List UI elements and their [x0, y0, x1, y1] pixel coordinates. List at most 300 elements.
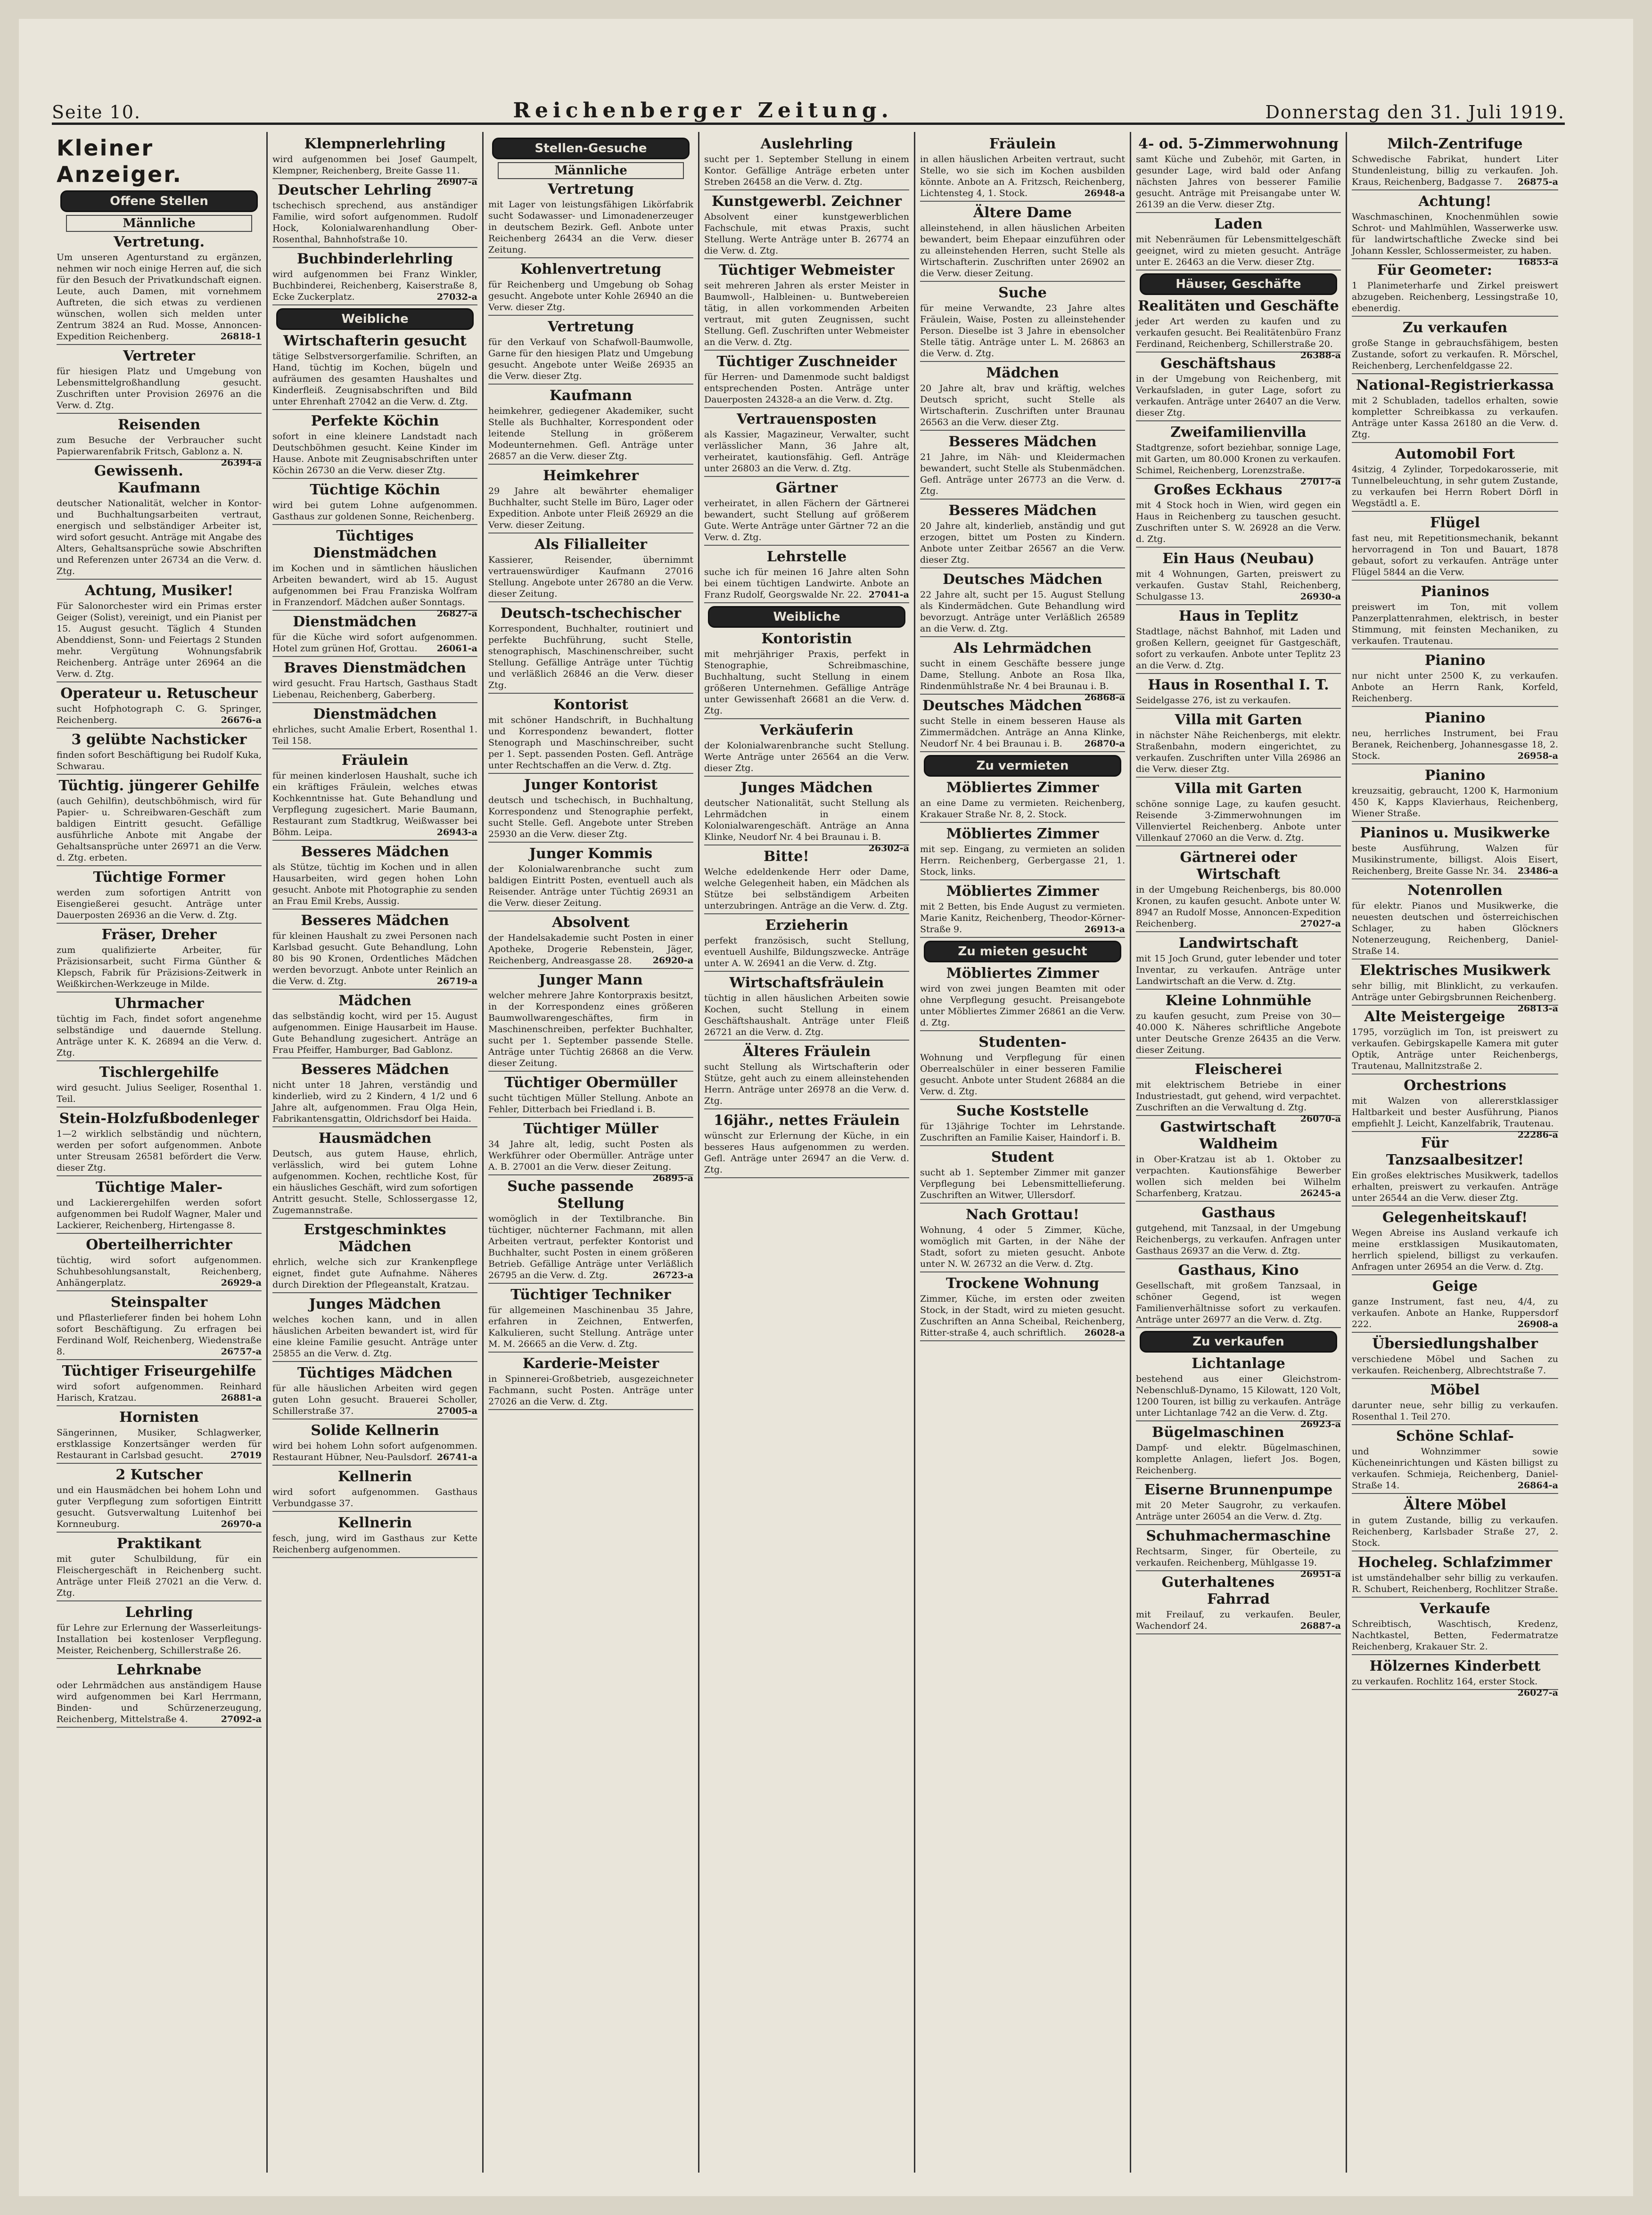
classified-ad	[704, 722, 909, 777]
ad-body	[704, 498, 909, 543]
ad-body	[920, 1167, 1125, 1201]
classified-ad	[704, 848, 909, 914]
ad-body	[1352, 728, 1558, 762]
ad-body	[1136, 884, 1341, 929]
classified-ad	[1136, 677, 1341, 709]
ad-text: tätige Selbstversorgerfamilie. Schriften, an Hand, tüchtig im Kochen, bügeln und aufräumen des gesamten Haushaltes und Kinderfleiß. Zeugnisabschriften und Bild unter Ehrenhaft 27042 an die Verw. d. Ztg.	[272, 351, 477, 407]
ad-text: tschechisch sprechend, aus anständiger Familie, wird sofort aufgenommen. Rudolf Hock, Kolonialwarenhandlung Ober-Rosenthal, Bahnhofstraße 10.	[272, 200, 477, 245]
ad-text: womöglich in der Textilbranche. Bin tüchtiger, nüchterner Fachmann, mit allen Arbeiten vertraut, perfekter Kontorist und Buchhalter, sucht Posten in einem größeren Betrieb. Gefällige Anträge unter Verläßlich 26795 an die Verw. d. Ztg.	[488, 1214, 693, 1280]
ad-body	[920, 1293, 1125, 1338]
ad-text: Korrespondent, Buchhalter, routiniert und perfekte Buchführung, sucht Stelle, stenographisch, Maschinenschreiber, sucht Stellung. Gefällige Anträge unter Tüchtig und verläßlich 26846 an die Verw. dieser Ztg.	[488, 623, 693, 690]
ad-text: fesch, jung, wird im Gasthaus zur Kette Reichenberg aufgenommen.	[272, 1533, 477, 1555]
ad-body	[272, 1314, 477, 1359]
classified-ad	[488, 777, 693, 843]
category-heading: Stellen-Gesuche	[492, 138, 690, 159]
ad-body	[1136, 730, 1341, 775]
ad-headline: Übersiedlungshalber	[1372, 1336, 1538, 1352]
ad-body	[1136, 953, 1341, 987]
ad-headline: Automobil Fort	[1395, 446, 1515, 462]
ad-reference-number: 26070-a	[1300, 1114, 1341, 1124]
ad-text: für allgemeinen Maschinenbau 35 Jahre, erfahren in Zeichnen, Entwerfen, Kalkulieren, sucht Stellung. Anträge unter M. M. 26665 an die Verw. d. Ztg.	[488, 1305, 693, 1349]
ad-text: und ein Hausmädchen bei hohem Lohn und guter Verpflegung zum sofortigen Eintritt gesucht. Gutsverwaltung Luitenhof bei Kornneuburg.	[57, 1485, 262, 1529]
ad-headline: Tüchtige Köchin	[310, 482, 440, 498]
ad-reference-number: 26868-a	[1084, 692, 1125, 703]
ad-text: ehrliches, sucht Amalie Erbert, Rosenthal 1. Teil 158.	[272, 724, 477, 746]
classified-ad	[272, 1296, 477, 1362]
ad-text: ganze Instrument, fast neu, 4/4, zu verkaufen. Anbote an Hanke, Ruppersdorf 222.	[1352, 1296, 1558, 1329]
classified-ad	[1136, 1061, 1341, 1124]
ad-text: nur nicht unter 2500 K, zu verkaufen. Anbote an Herrn Rank, Korfeld, Reichenberg.	[1352, 671, 1558, 704]
ad-body	[1136, 500, 1341, 545]
classified-ad	[57, 463, 262, 580]
classified-ad	[920, 697, 1125, 752]
classified-ad	[1352, 262, 1558, 317]
ad-body	[1136, 234, 1341, 268]
ad-headline: Vertrauensposten	[737, 411, 877, 427]
ad-headline: Dienstmädchen	[313, 706, 437, 722]
ad-text: fast neu, mit Repetitionsmechanik, bekannt hervorragend in Ton und Bauart, 1878 gebaut, sofort zu verkaufen. Anträge unter Flügel 5844 an die Verw.	[1352, 533, 1558, 577]
ad-text: wird bei hohem Lohn sofort aufgenommen. Restaurant Hübner, Neu-Paulsdorf.	[272, 1441, 477, 1462]
classified-ad	[1352, 1554, 1558, 1598]
ad-body	[488, 863, 693, 909]
ad-body	[920, 222, 1125, 279]
ad-reference-number: 26028-a	[1084, 1328, 1125, 1338]
ad-headline: Ältere Dame	[973, 205, 1072, 221]
ad-text: an eine Dame zu vermieten. Reichenberg, Krakauer Straße Nr. 8, 2. Stock.	[920, 798, 1125, 820]
newspaper-page	[19, 19, 1633, 2196]
ad-text: deutsch und tschechisch, in Buchhaltung, Korrespondenz und Stenographie perfekt, sucht Stelle. Gefl. Angebote unter Streben 25930 an die Verw. dieser Ztg.	[488, 795, 693, 839]
classified-ad	[1352, 1336, 1558, 1379]
ad-body	[1352, 785, 1558, 819]
classified-ad	[488, 319, 693, 385]
ad-text: beste Ausführung, Walzen für Musikinstrumente, billigst. Alois Eisert, Reichenberg, Breite Gasse Nr. 34.	[1352, 843, 1558, 876]
category-heading: Weibliche	[708, 606, 905, 628]
ad-body	[920, 154, 1125, 199]
classified-ad	[272, 1468, 477, 1512]
ad-text: große Stange in gebrauchsfähigem, besten Zustande, sofort zu verkaufen. R. Mörschel, Reichenberg, Lerchenfeldgasse 22.	[1352, 338, 1558, 371]
ad-body	[920, 1052, 1125, 1097]
classified-ad	[488, 1178, 693, 1284]
ad-text: 20 Jahre alt, kinderlieb, anständig und gut erzogen, bittet um Posten zu Kindern. Anbote unter Zeitbar 26567 an die Verw. dieser Ztg.	[920, 521, 1125, 565]
ad-body	[488, 990, 693, 1069]
column-3	[484, 132, 699, 2173]
ad-text: Welche edeldenkende Herr oder Dame, welche Gelegenheit haben, ein Mädchen als Stütze bei selbständigem Arbeiten unterzubringen. Anträge an die Verw. d. Ztg.	[704, 867, 909, 911]
ad-body	[488, 1139, 693, 1183]
ad-headline: Bitte!	[763, 848, 809, 865]
classified-ad	[57, 582, 262, 682]
ad-headline: Erzieherin	[765, 917, 848, 934]
classified-ad	[488, 697, 693, 774]
classified-ad	[272, 1222, 477, 1293]
ad-body	[488, 405, 693, 462]
ad-body	[1136, 568, 1341, 602]
classified-ad	[1352, 1428, 1558, 1494]
ad-text: Schreibtisch, Waschtisch, Kredenz, Nachtkastel, Betten, Federmatratze Reichenberg, Krakauer Str. 2.	[1352, 1619, 1558, 1652]
ad-headline: 2 Kutscher	[115, 1467, 203, 1483]
ad-body	[704, 866, 909, 911]
ad-body	[1352, 464, 1558, 509]
ad-text: sucht Stelle in einem besseren Hause als Zimmermädchen. Anträge an Anna Klinke, Neudorf Nr. 4 bei Braunau i. B.	[920, 716, 1125, 749]
ad-body	[272, 1383, 477, 1417]
ad-text: zu kaufen gesucht, zum Preise von 30—40.000 K. Näheres schriftliche Angebote unter Deutsche Grenze 26435 an die Verw. dieser Zeitung.	[1136, 1011, 1341, 1055]
ad-headline: Tischlergehilfe	[99, 1064, 219, 1081]
ad-headline: Suche passende Stellung	[507, 1178, 634, 1212]
ad-body	[704, 797, 909, 853]
ad-headline: Lehrling	[125, 1604, 193, 1621]
ad-text: 1795, vorzüglich im Ton, ist preiswert zu verkaufen. Gebirgskapelle Kamera mit guter Optik, Anträge unter Reichenbergs, Trautenau, Mallnitzstraße 2.	[1352, 1027, 1558, 1071]
ad-headline: Ein Haus (Neubau)	[1162, 550, 1315, 567]
classified-ad	[1352, 515, 1558, 581]
classified-ad	[272, 182, 477, 248]
classified-ad	[488, 387, 693, 465]
ad-body	[272, 724, 477, 747]
ad-body	[920, 520, 1125, 566]
classified-ad	[1136, 1205, 1341, 1259]
ad-body	[920, 1224, 1125, 1270]
ad-headline: Erstgeschminktes Mädchen	[304, 1222, 446, 1255]
issue-date: Donnerstag den 31. Juli 1919.	[1265, 102, 1565, 123]
ad-text: gutgehend, mit Tanzsaal, in der Umgebung Reichenbergs, zu verkaufen. Anfragen unter Gasthaus 26937 an die Verw. d. Ztg.	[1136, 1223, 1341, 1256]
ad-headline: Lichtanlage	[1192, 1355, 1285, 1372]
ad-body	[57, 1312, 262, 1357]
classified-ad	[920, 1034, 1125, 1100]
ad-text: perfekt französisch, sucht Stellung, eventuell Aushilfe, Bildungszwecke. Anträge unter A. W. 26941 an die Verw. d. Ztg.	[704, 935, 909, 968]
ad-body	[1136, 1280, 1341, 1325]
ad-body	[57, 498, 262, 577]
ad-headline: Braves Dienstmädchen	[284, 660, 466, 676]
ad-body	[1352, 1572, 1558, 1595]
ad-text: deutscher Nationalität, welcher in Kontor- und Buchhaltungsarbeiten vertraut, energisch und selbständiger Arbeiter ist, wird sofort gesucht. Anträge mit Angabe des Alters, Gehaltsansprüche sowie Abschriften und Referenzen unter 26734 an die Verw. d. Ztg.	[57, 498, 262, 576]
ad-reference-number: 26930-a	[1300, 591, 1341, 602]
ad-text: Stadtlage, nächst Bahnhof, mit Laden und großen Kellern, geeignet für Gastgeschäft, sofort zu verkaufen. Anbote unter Teplitz 23 an die Verw. d. Ztg.	[1136, 626, 1341, 671]
ad-body	[704, 993, 909, 1038]
ad-body	[704, 154, 909, 188]
ad-body	[57, 1381, 262, 1403]
classified-ad	[57, 685, 262, 729]
column-6	[1131, 132, 1347, 2173]
ad-headline: Karderie-Meister	[522, 1355, 659, 1372]
classified-ad	[920, 434, 1125, 500]
ad-headline: Haus in Teplitz	[1178, 608, 1299, 624]
ad-headline: Stein-Holzfußbodenleger	[59, 1110, 259, 1127]
ad-body	[704, 1130, 909, 1175]
ad-headline: Trockene Wohnung	[946, 1275, 1099, 1292]
ad-columns	[52, 132, 1565, 2173]
ad-body	[1136, 1079, 1341, 1124]
ad-reference-number: 26813-a	[1517, 1003, 1558, 1014]
ad-body	[920, 383, 1125, 428]
ad-body	[920, 797, 1125, 820]
classified-ad	[57, 234, 262, 345]
classified-ad	[704, 193, 909, 259]
classified-ad	[272, 1365, 477, 1419]
ad-reference-number: 23486-a	[1517, 866, 1558, 876]
column-7	[1347, 132, 1563, 2173]
ad-headline: Wirtschafterin gesucht	[283, 333, 467, 349]
ad-text: für die Küche wird sofort aufgenommen. Hotel zum grünen Hof, Grottau.	[272, 632, 477, 654]
ad-text: Für Salonorchester wird ein Primas erster Geiger (Solist), vereinigt, und ein Pianist per 15. August gesucht. Täglich 4 Stunden Abenddienst, Sonn- und Feiertags 2 Stunden mehr. Vergütung Wohnungsfabrik Reichenberg. Anträge unter 26964 an die Verw. d. Ztg.	[57, 601, 262, 679]
ad-headline: Kontoristin	[761, 631, 852, 647]
ad-body	[1352, 1618, 1558, 1652]
ad-text: für Herren- und Damenmode sucht baldigst entsprechenden Posten. Anträge unter Dauerposten 24328-a an die Verw. d. Ztg.	[704, 372, 909, 405]
ad-body	[1136, 695, 1341, 706]
ad-body	[57, 1128, 262, 1173]
ad-text: darunter neue, sehr billig zu verkaufen. Rosenthal 1. Teil 270.	[1352, 1400, 1558, 1422]
ad-headline: Uhrmacher	[114, 995, 204, 1012]
classified-ad	[1136, 355, 1341, 421]
ad-body	[1352, 843, 1558, 877]
ad-headline: Tüchtiges Dienstmädchen	[313, 528, 437, 561]
ad-body	[272, 200, 477, 245]
ad-headline: Flügel	[1430, 515, 1480, 531]
ad-text: schöne sonnige Lage, zu kaufen gesucht. Reisende 3-Zimmerwohnungen im Villenviertel Reichenberg. Anbote unter Villenkauf 27060 an die Verw. d. Ztg.	[1136, 799, 1341, 843]
classified-ad	[1136, 1355, 1341, 1429]
ad-text: 4sitzig, 4 Zylinder, Torpedokarosserie, mit Tunnelbeleuchtung, in sehr gutem Zustande, zu verkaufen bei Herrn Robert Dörfl in Wegstädtl a. E.	[1352, 464, 1558, 509]
newspaper-title: Reichenberger Zeitung.	[513, 98, 893, 123]
ad-headline: Kellnerin	[337, 1468, 412, 1485]
classified-ad	[1352, 193, 1558, 267]
ad-headline: 4- od. 5-Zimmerwohnung	[1138, 136, 1339, 152]
classified-ad	[1352, 767, 1558, 822]
ad-headline: Wirtschaftsfräulein	[729, 975, 884, 991]
page-header	[52, 90, 1565, 125]
ad-reference-number: 26388-a	[1300, 350, 1341, 361]
ad-headline: Bügelmaschinen	[1151, 1424, 1284, 1441]
ad-body	[272, 1079, 477, 1124]
classified-ad	[488, 1287, 693, 1353]
classified-ad	[1136, 993, 1341, 1058]
ad-headline: Kontorist	[553, 697, 629, 713]
ad-body	[704, 1061, 909, 1107]
ad-text: Seidelgasse 276, ist zu verkaufen.	[1136, 695, 1291, 706]
ad-body	[704, 211, 909, 256]
ad-text: sofort in eine kleinere Landstadt nach Deutschböhmen gesucht. Keine Kinder im Hause. Anbote mit Zeugnisabschriften unter Köchin 26730 an die Verw. dieser Ztg.	[272, 431, 477, 476]
ad-body	[272, 1256, 477, 1290]
classified-ad	[1136, 935, 1341, 990]
classified-ad	[1136, 424, 1341, 487]
ad-reference-number: 26929-a	[221, 1278, 262, 1288]
ad-text: wird gesucht. Julius Seeliger, Rosenthal 1. Teil.	[57, 1083, 262, 1104]
ad-headline: Junger Mann	[539, 972, 643, 988]
ad-text: kreuzsaitig, gebraucht, 1200 K, Harmonium 450 K, Kapps Klavierhaus, Reichenberg, Wiener Straße.	[1352, 786, 1558, 819]
classified-ad	[1352, 825, 1558, 879]
ad-body	[1352, 337, 1558, 371]
ad-text: mit Nebenräumen für Lebensmittelgeschäft geeignet, wird zu mieten gesucht. Anträge unter E. 26463 an die Verw. dieser Ztg.	[1136, 234, 1341, 267]
ad-headline: Zweifamilienvilla	[1170, 424, 1307, 441]
ad-text: wünscht zur Erlernung der Küche, in ein besseres Haus aufgenommen zu werden. Gefl. Anträge unter 26947 an die Verw. d. Ztg.	[704, 1131, 909, 1175]
classified-ad	[1136, 216, 1341, 271]
ad-headline: Achtung, Musiker!	[85, 582, 233, 599]
ad-text: 1 Planimeterharfe und Zirkel preiswert abzugeben. Reichenberg, Lessingstraße 10, ebenerdig.	[1352, 280, 1558, 313]
ad-body	[57, 1013, 262, 1058]
classified-ad	[272, 1422, 477, 1466]
ad-text: mit schöner Handschrift, in Buchhaltung und Korrespondenz bewandert, flotter Stenograph und Maschinschreiber, sucht per 1. Sept. passenden Posten. Gefl. Anträge unter Rechtschaffen an die Verw. d. Ztg.	[488, 715, 693, 771]
classified-ad	[704, 1043, 909, 1109]
ad-text: für alle häuslichen Arbeiten wird gegen guten Lohn gesucht. Brauerei Scholler, Schillerstraße 37.	[272, 1383, 477, 1416]
classified-ad	[488, 972, 693, 1072]
ad-body	[1352, 601, 1558, 647]
ad-headline: Fräser, Dreher	[101, 927, 217, 943]
classified-ad	[488, 605, 693, 694]
ad-body	[1136, 373, 1341, 418]
ad-headline: Vertretung	[548, 181, 634, 197]
classified-ad	[57, 1535, 262, 1601]
classified-ad	[920, 1275, 1125, 1341]
ad-headline: Elektrisches Musikwerk	[1359, 962, 1551, 979]
ad-reference-number: 26818-1	[220, 331, 262, 342]
ad-text: Absolvent einer kunstgewerblichen Fachschule, mit etwas Praxis, sucht Stellung. Werte Anträge unter B. 26774 an die Verw. d. Ztg.	[704, 212, 909, 256]
ad-body	[57, 1255, 262, 1288]
ad-text: wird von zwei jungen Beamten mit oder ohne Verpflegung gesucht. Preisangebote unter Möbliertes Zimmer 26861 an die Verw. d. Ztg.	[920, 984, 1125, 1028]
column-5	[915, 132, 1131, 2173]
ad-headline: Tüchtiger Zuschneider	[716, 353, 897, 370]
ad-text: Wohnung, 4 oder 5 Zimmer, Küche, womöglich mit Garten, in der Nähe der Stadt, sofort zu mieten gesucht. Anbote unter N. W. 26732 an die Verw. d. Ztg.	[920, 1225, 1125, 1269]
ad-headline: Gelegenheitskauf!	[1382, 1209, 1528, 1226]
ad-text: in Spinnerei-Großbetrieb, ausgezeichneter Fachmann, sucht Posten. Anträge unter 27026 an die Verw. d. Ztg.	[488, 1374, 693, 1407]
ad-reference-number: 27041-a	[868, 590, 909, 600]
column-1	[52, 132, 268, 2173]
ad-text: tüchtig, wird sofort aufgenommen. Schuhbesohlungsanstalt, Reichenberg, Anhängerplatz.	[57, 1255, 262, 1288]
ad-headline: Tüchtiger Techniker	[510, 1287, 671, 1303]
classified-ad	[1352, 377, 1558, 443]
classified-ad	[57, 1110, 262, 1176]
ad-body	[488, 714, 693, 771]
ad-body	[272, 1533, 477, 1555]
ad-headline: Tüchtiger Webmeister	[719, 262, 895, 279]
classified-ad	[272, 912, 477, 990]
ad-headline: Für Geometer:	[1377, 262, 1492, 279]
ad-reference-number: 26920-a	[652, 955, 693, 966]
ad-body	[272, 1440, 477, 1463]
ad-headline: Verkaufe	[1420, 1600, 1490, 1617]
classified-ad	[920, 826, 1125, 880]
ad-text: ehrlich, welche sich zur Krankenpflege eignet, findet gute Aufnahme. Näheres durch Direktion der Pflegeanstalt, Kratzau.	[272, 1257, 477, 1290]
ad-text: jeder Art werden zu kaufen und zu verkaufen gesucht. Bei Realitätenbüro Franz Ferdinand, Reichenberg, Schillerstraße 20.	[1136, 316, 1341, 349]
ad-text: preiswert im Ton, mit vollem Panzerplattenrahmen, elektrisch, in bester Stimmung, mit feinsten Mechaniken, zu verkaufen. Trautenau.	[1352, 602, 1558, 646]
ad-reference-number: 22286-a	[1517, 1130, 1558, 1140]
ad-body	[1352, 1354, 1558, 1376]
category-heading: Zu mieten gesucht	[924, 941, 1121, 962]
classified-ad	[1136, 1528, 1341, 1579]
ad-body	[488, 279, 693, 313]
ad-headline: Vertretung	[548, 319, 634, 335]
ad-text: Ein großes elektrisches Musikwerk, tadellos erhalten, preiswert zu verkaufen. Anträge unter 26544 an die Verw. dieser Ztg.	[1352, 1170, 1558, 1203]
ad-text: sucht ab 1. September Zimmer mit ganzer Verpflegung bei Lebensmittellieferung. Zuschriften an Witwer, Ullersdorf.	[920, 1167, 1125, 1200]
ad-headline: Gärtner	[775, 480, 838, 496]
classified-ad	[57, 417, 262, 468]
ad-headline: Kleine Lohnmühle	[1165, 993, 1312, 1009]
classified-ad	[488, 1075, 693, 1118]
ad-text: der Kolonialwarenbranche sucht zum baldigen Eintritt Posten, eventuell auch als Reisender. Anträge unter Tüchtig 26931 an die Verw. dieser Zeitung.	[488, 864, 693, 908]
ad-headline: Heimkehrer	[543, 468, 639, 484]
ad-body	[1352, 1227, 1558, 1272]
ad-body	[272, 1486, 477, 1509]
ad-text: in der Umgebung von Reichenberg, mit Verkaufsladen, in guter Lage, sofort zu verkaufen. Anträge unter 26407 an die Verw. dieser Ztg.	[1136, 374, 1341, 418]
ad-headline: Tüchtige Maler-	[95, 1179, 223, 1196]
ad-headline: Studenten-	[978, 1034, 1067, 1050]
ad-text: wird aufgenommen bei Josef Gaumpelt, Klempner, Reichenberg, Breite Gasse 11.	[272, 154, 477, 176]
classified-ad	[272, 844, 477, 910]
ad-headline: Laden	[1214, 216, 1263, 232]
ad-text: wird sofort aufgenommen. Gasthaus Verbundgasse 37.	[272, 1487, 477, 1509]
ad-body	[488, 932, 693, 966]
ad-reference-number: 27032-a	[436, 292, 477, 302]
classified-ad	[272, 660, 477, 703]
ad-body	[57, 703, 262, 726]
ad-text: für den Verkauf von Schafwoll-Baumwolle, Garne für den hiesigen Platz und Umgebung gesucht. Angebote unter Weiße 26935 an die Verw. dieser Ztg.	[488, 337, 693, 381]
ad-headline: Vertretung.	[113, 234, 205, 250]
ad-text: Rechtsarm, Singer, für Oberteile, zu verkaufen. Reichenberg, Mühlgasse 19.	[1136, 1546, 1341, 1568]
classified-ad	[920, 571, 1125, 637]
ad-body	[1352, 154, 1558, 188]
classified-ad	[704, 262, 909, 351]
classified-ad	[704, 975, 909, 1041]
ad-text: tüchtig im Fach, findet sofort angenehme selbständige und dauernde Stellung. Anträge unter K. K. 26894 an die Verw. d. Ztg.	[57, 1014, 262, 1058]
ad-headline: Dienstmädchen	[293, 614, 417, 630]
ad-reference-number: 26895-a	[652, 1173, 693, 1183]
ad-text: für 13jährige Tochter im Lehrstande. Zuschriften an Familie Kaiser, Haindorf i. B.	[920, 1121, 1125, 1143]
classified-ad	[1136, 1119, 1341, 1202]
ad-reference-number: 16853-a	[1517, 257, 1558, 267]
ad-text: verheiratet, in allen Fächern der Gärtnerei bewandert, sucht Stellung auf größerem Gute. Werte Anträge unter Gärtner 72 an die Verw. d. Ztg.	[704, 498, 909, 542]
ad-reference-number: 26394-a	[221, 458, 262, 468]
ad-text: mit elektrischem Betriebe in einer Industriestadt, gut gehend, wird verpachtet. Zuschriften an die Verwaltung d. Ztg.	[1136, 1080, 1341, 1113]
classified-ad	[57, 1662, 262, 1728]
ad-headline: Zu verkaufen	[1402, 320, 1508, 336]
ad-text: werden zum sofortigen Antritt von Eisengießerei gesucht. Anträge unter Dauerposten 26936 an die Verw. d. Ztg.	[57, 887, 262, 920]
ad-body	[1136, 442, 1341, 487]
ad-body	[1136, 316, 1341, 361]
column-4	[699, 132, 915, 2173]
classified-ad	[1352, 1077, 1558, 1140]
ad-text: Um unseren Agenturstand zu ergänzen, nehmen wir noch einige Herren auf, die sich für den Besuch der Privatkundschaft eignen. Leute, auch Damen, mit vornehmem Auftreten, die sich etwas zu verdienen wünschen, wollen sich melden unter Zentrum 3824 an Rud. Mosse, Annoncen-Expedition Reichenberg.	[57, 252, 262, 342]
ad-headline: Praktikant	[116, 1535, 202, 1552]
ad-reference-number: 26676-a	[221, 715, 262, 725]
classified-ad	[1136, 849, 1341, 932]
ad-body	[1352, 1446, 1558, 1491]
ad-text: nicht unter 18 Jahren, verständig und kinderlieb, wird zu 2 Kindern, 4 1/2 und 6 Jahre alt, aufgenommen. Frau Olga Hein, Fabrikantensgattin, Oldrichsdorf bei Haida.	[272, 1080, 477, 1124]
ad-reference-number: 26943-a	[436, 827, 477, 837]
ad-body	[57, 887, 262, 921]
classified-ad	[920, 285, 1125, 362]
ad-headline: Als Lehrmädchen	[953, 640, 1092, 656]
ad-reference-number: 27005-a	[436, 1406, 477, 1416]
ad-body	[1136, 1154, 1341, 1199]
ad-text: und Pflasterlieferer finden bei hohem Lohn sofort Beschäftigung. Zu erfragen bei Ferdinand Wolf, Reichenberg, Wiedenstraße 8.	[57, 1313, 262, 1357]
ad-headline: Möbel	[1430, 1382, 1480, 1398]
ad-body	[1136, 626, 1341, 671]
ad-text: für meine Verwandte, 23 Jahre altes Fräulein, Waise, Posten zu alleinstehender Person. Dieselbe ist 3 Jahre in ebensolcher Stelle tätig. Anträge unter L. M. 26863 an die Verw. d. Ztg.	[920, 303, 1125, 359]
ad-body	[1136, 1010, 1341, 1056]
ad-body	[1352, 395, 1558, 440]
classified-ad	[1352, 583, 1558, 649]
ad-headline: Lehrknabe	[116, 1662, 202, 1678]
classified-ad	[920, 365, 1125, 431]
ad-text: mit sep. Eingang, zu vermieten an soliden Herrn. Reichenberg, Gerbergasse 21, 1. Stock, links.	[920, 844, 1125, 877]
ad-body	[1352, 280, 1558, 314]
classified-ad	[272, 1130, 477, 1219]
ad-headline: Klempnerlehrling	[304, 136, 446, 152]
ad-body	[920, 589, 1125, 634]
ad-body	[488, 1304, 693, 1350]
ad-text: sehr billig, mit Blinklicht, zu verkaufen. Anträge unter Gebirgsbrunnen Reichenberg.	[1352, 981, 1558, 1002]
ad-text: wird gesucht. Frau Hartsch, Gasthaus Stadt Liebenau, Reichenberg, Gaberberg.	[272, 678, 477, 700]
ad-body	[272, 770, 477, 838]
ad-text: für Reichenberg und Umgebung ob Sohag gesucht. Angebote unter Kohle 26940 an die Verw. dieser Ztg.	[488, 279, 693, 312]
ad-reference-number: 26913-a	[1084, 924, 1125, 935]
ad-body	[1352, 670, 1558, 704]
ad-body	[272, 269, 477, 303]
